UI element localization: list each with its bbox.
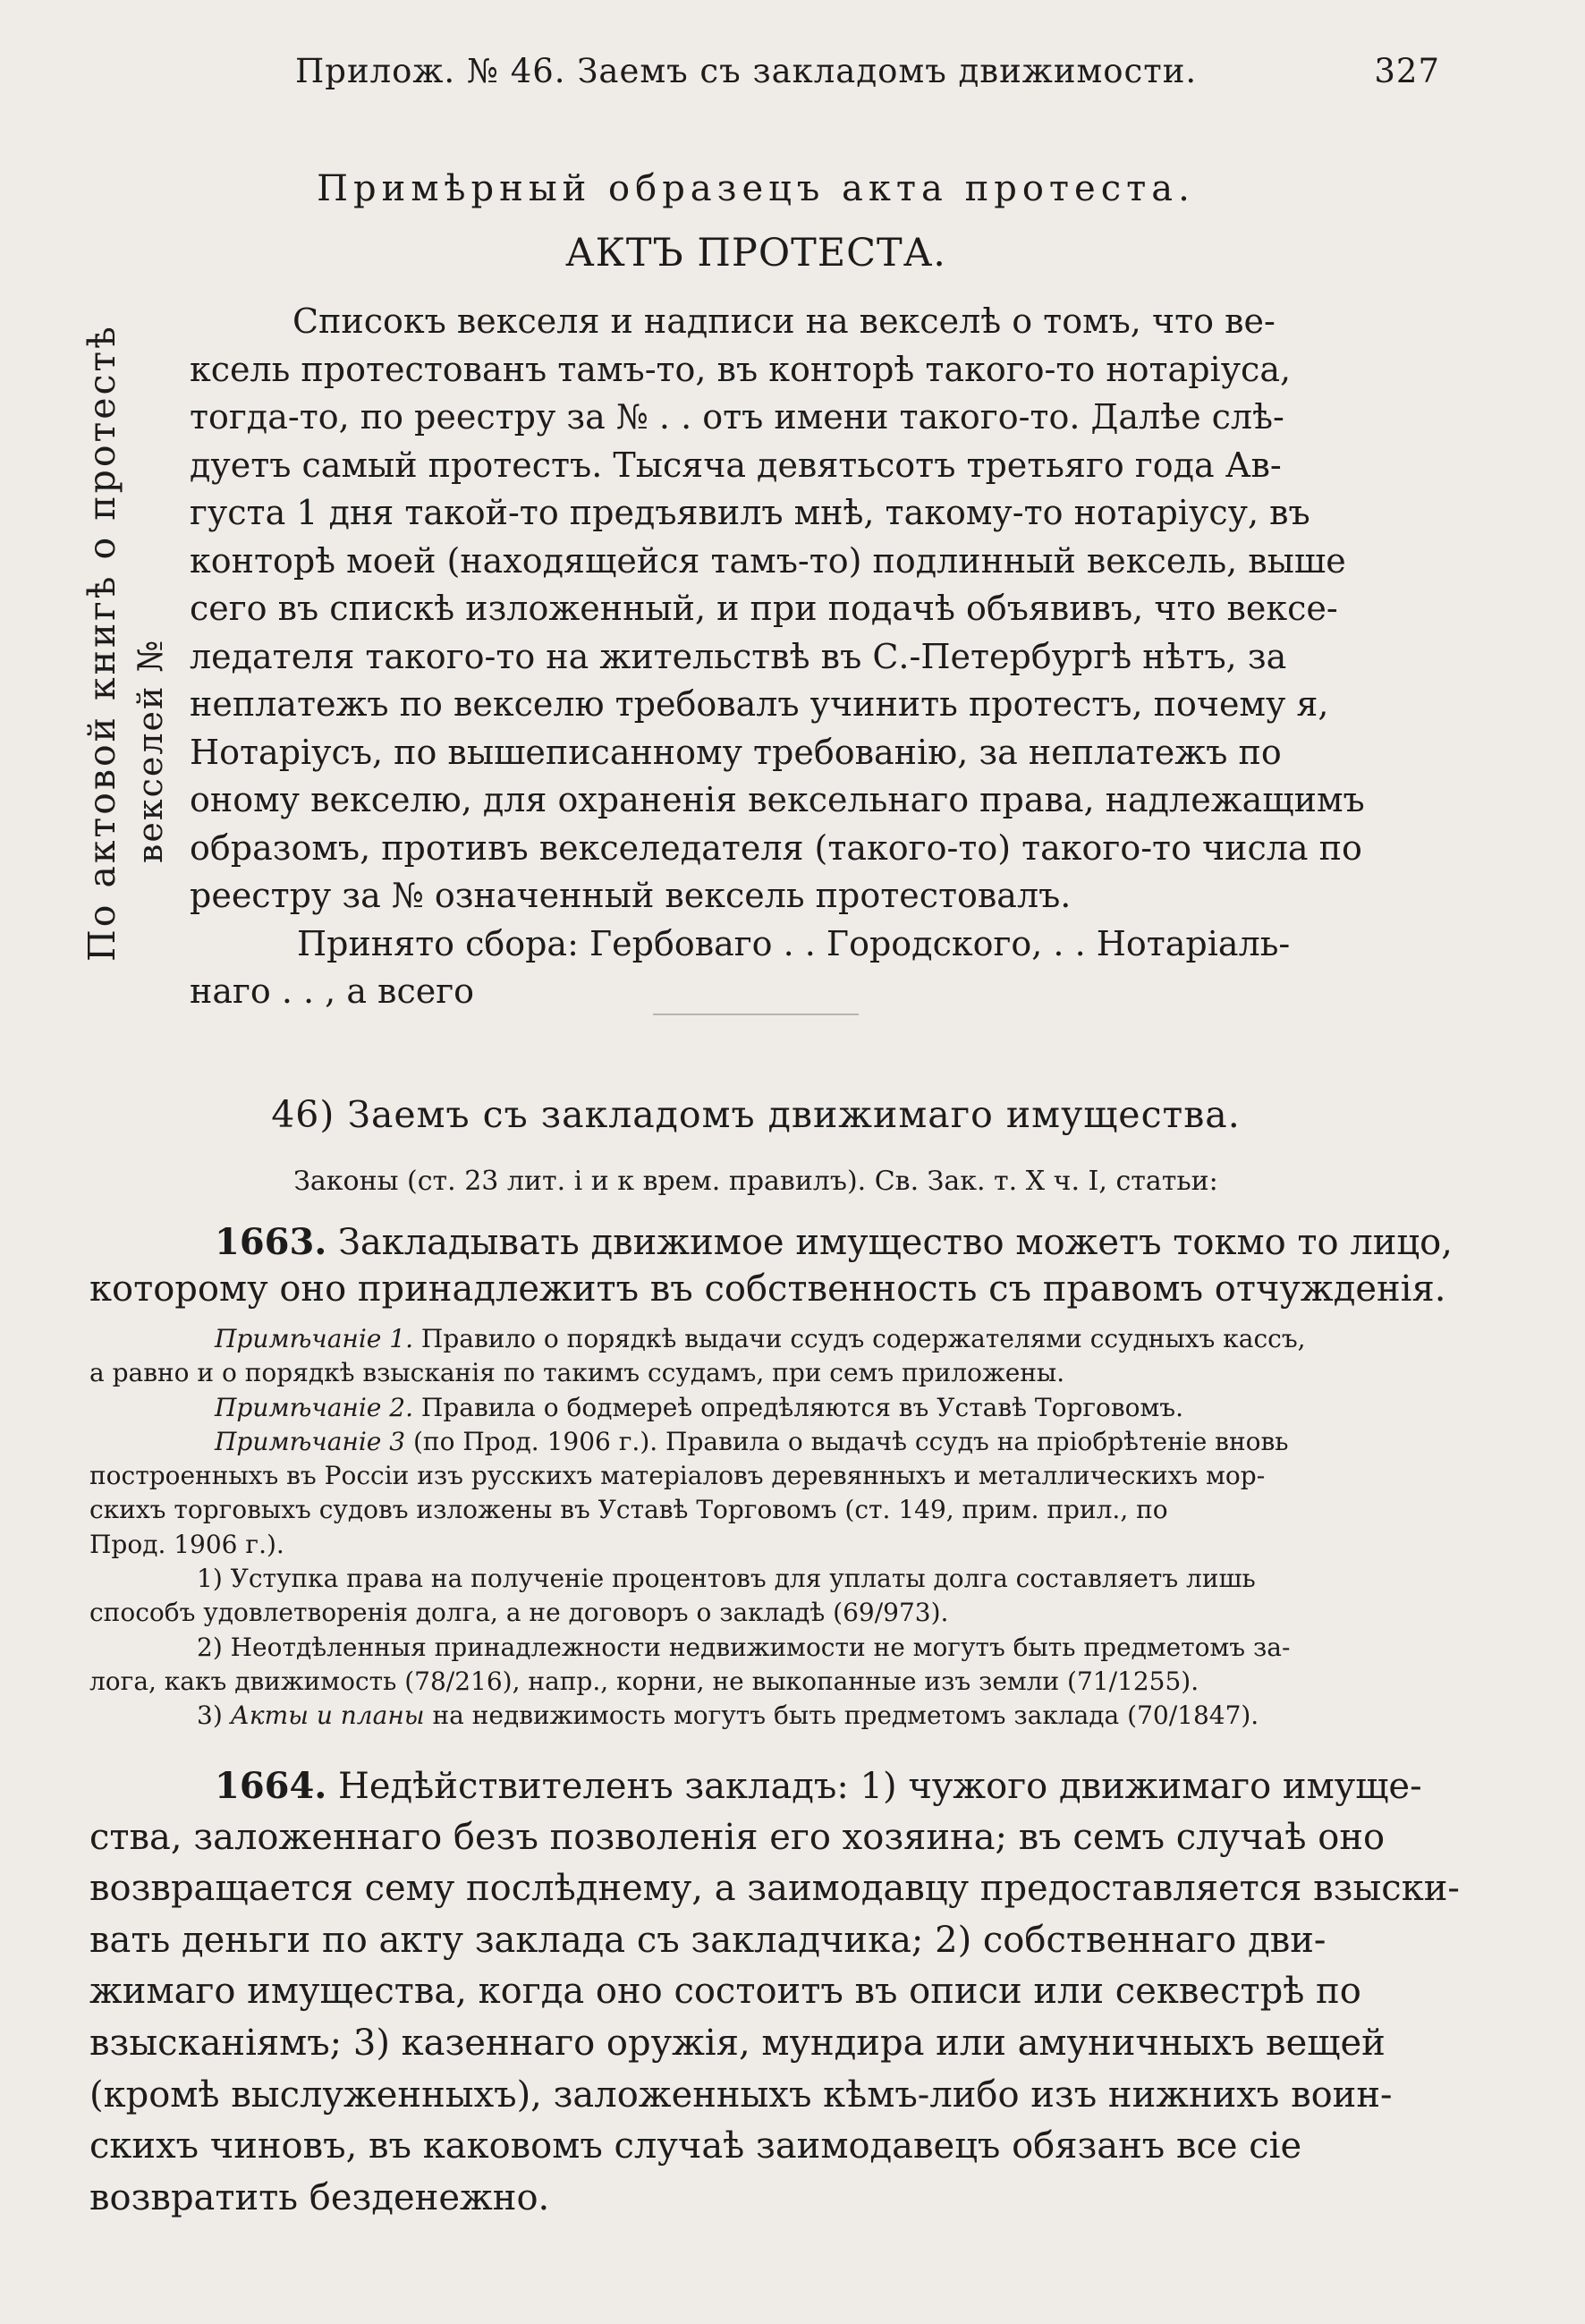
note-text: (по Прод. 1906 г.). Правила о выдачѣ ссудъ на пріобрѣтеніе вновь bbox=[413, 1426, 1289, 1456]
act-line: ксель протестованъ тамъ-то, въ конторѣ такого-то нотаріуса, bbox=[190, 349, 1292, 389]
article-text: возвратить безденежно. bbox=[89, 2176, 550, 2218]
note-italic: Акты и планы bbox=[230, 1701, 425, 1731]
note-text: лога, какъ движимость (78/216), напр., корни, не выкопанные изъ земли (71/1255). bbox=[89, 1666, 1199, 1696]
act-line: Списокъ векселя и надписи на векселѣ о томъ, что ве- bbox=[292, 301, 1276, 341]
article-text: вать деньги по акту заклада съ закладчика; 2) собственнаго дви- bbox=[89, 1919, 1326, 1961]
act-line: образомъ, противъ векселедателя (такого-то) такого-то числа по bbox=[190, 827, 1362, 868]
header-title: Прилож. № 46. Заемъ съ закладомъ движимости. bbox=[295, 52, 1198, 90]
act-line: тогда-то, по реестру за № . . отъ имени такого-то. Далѣе слѣ- bbox=[190, 397, 1284, 437]
article-1663 bbox=[89, 1219, 1453, 1312]
act-line: наго . . , а всего bbox=[190, 971, 475, 1011]
sample-heading: Примѣрный образецъ акта протеста. bbox=[317, 168, 1195, 209]
running-header bbox=[295, 52, 1440, 106]
note-text: 1) Уступка права на полученіе процентовъ для уплаты долга составляетъ лишь bbox=[197, 1564, 1256, 1594]
article-text: Недѣйствителенъ закладъ: 1) чужого движимаго имуще- bbox=[337, 1766, 1422, 1807]
note-text: Правила о бодмереѣ опредѣляются въ Уставѣ Торговомъ. bbox=[420, 1392, 1184, 1422]
act-line: ледателя такого-то на жительствѣ въ С.-Петербургѣ нѣтъ, за bbox=[190, 636, 1287, 676]
page-number: 327 bbox=[1374, 52, 1440, 90]
act-line: Принято сбора: Гербоваго . . Городского, . . Нотаріаль- bbox=[297, 923, 1291, 963]
act-line: оному векселю, для охраненія вексельнаго права, надлежащимъ bbox=[190, 780, 1365, 819]
act-line: дуетъ самый протестъ. Тысяча девятьсотъ третьяго года Ав- bbox=[190, 445, 1282, 485]
act-line: Нотаріусъ, по вышеписанному требованію, за неплатежъ по bbox=[190, 732, 1282, 772]
section-heading: 46) Заемъ съ закладомъ движимаго имущества. bbox=[271, 1093, 1241, 1136]
article-text: ства, заложеннаго безъ позволенія его хозяина; въ семъ случаѣ оно bbox=[89, 1816, 1386, 1858]
act-line: сего въ спискѣ изложенный, и при подачѣ объявивъ, что вексе- bbox=[190, 589, 1338, 628]
act-text bbox=[190, 298, 1442, 1016]
article-text: взысканіямъ; 3) казеннаго оружія, мундира или амуничныхъ вещей bbox=[89, 2022, 1386, 2064]
article-1664 bbox=[89, 1760, 1467, 2224]
article-text: Закладывать движимое имущество можетъ токмо то лицо, bbox=[337, 1222, 1453, 1263]
article-number: 1663. bbox=[215, 1221, 327, 1263]
margin-note-line-1: По актовой книгѣ о протестѣ bbox=[81, 324, 123, 962]
note-text: способъ удовлетворенія долга, а не договоръ о закладѣ (69/973). bbox=[89, 1598, 949, 1628]
article-text: скихъ чиновъ, въ каковомъ случаѣ заимодавецъ обязанъ все сіе bbox=[89, 2125, 1302, 2167]
article-text: которому оно принадлежитъ въ собственность съ правомъ отчужденія. bbox=[89, 1268, 1446, 1310]
act-line: конторѣ моей (находящейся тамъ-то) подлинный вексель, выше bbox=[190, 540, 1346, 581]
note-text: на недвижимость могутъ быть предметомъ заклада (70/1847). bbox=[432, 1701, 1259, 1731]
article-text: возвращается сему послѣднему, а заимодавцу предоставляется взыски- bbox=[89, 1868, 1460, 1910]
note-text: скихъ торговыхъ судовъ изложены въ Уставѣ Торговомъ (ст. 149, прим. прил., по bbox=[89, 1495, 1168, 1525]
act-title: АКТЪ ПРОТЕСТА. bbox=[565, 231, 946, 276]
article-number: 1664. bbox=[215, 1765, 327, 1807]
act-line: неплатежъ по векселю требовалъ учинить протестъ, почему я, bbox=[190, 684, 1329, 724]
note-text: а равно и о порядкѣ взысканія по такимъ ссудамъ, при семъ приложены. bbox=[89, 1358, 1065, 1388]
note-text: построенныхъ въ Россіи изъ русскихъ матеріаловъ деревянныхъ и металлическихъ мор- bbox=[89, 1461, 1266, 1491]
section-divider bbox=[653, 1014, 859, 1015]
section-laws: Законы (ст. 23 лит. і и к врем. правилъ). Св. Зак. т. X ч. I, статьи: bbox=[293, 1166, 1218, 1197]
margin-note-line-2: векселей № bbox=[131, 638, 170, 863]
note-text: 2) Неотдѣленныя принадлежности недвижимости не могутъ быть предметомъ за- bbox=[197, 1632, 1291, 1662]
note-text: Прод. 1906 г.). bbox=[89, 1529, 284, 1559]
note-label: Примѣчаніе 2. bbox=[215, 1392, 413, 1422]
note-number: 3) bbox=[197, 1701, 223, 1731]
note-label: Примѣчаніе 1. bbox=[215, 1324, 413, 1353]
article-text: жимаго имущества, когда оно состоитъ въ описи или секвестрѣ по bbox=[89, 1971, 1361, 2013]
notes-block bbox=[89, 1322, 1449, 1734]
act-line: густа 1 дня такой-то предъявилъ мнѣ, такому-то нотаріусу, въ bbox=[190, 493, 1310, 532]
note-label: Примѣчаніе 3 bbox=[215, 1426, 406, 1456]
article-text: (кромѣ выслуженныхъ), заложенныхъ кѣмъ-либо изъ нижнихъ воин- bbox=[89, 2074, 1393, 2116]
note-text: Правило о порядкѣ выдачи ссудъ содержателями ссудныхъ кассъ, bbox=[420, 1324, 1306, 1353]
act-line: реестру за № означенный вексель протестовалъ. bbox=[190, 876, 1072, 915]
